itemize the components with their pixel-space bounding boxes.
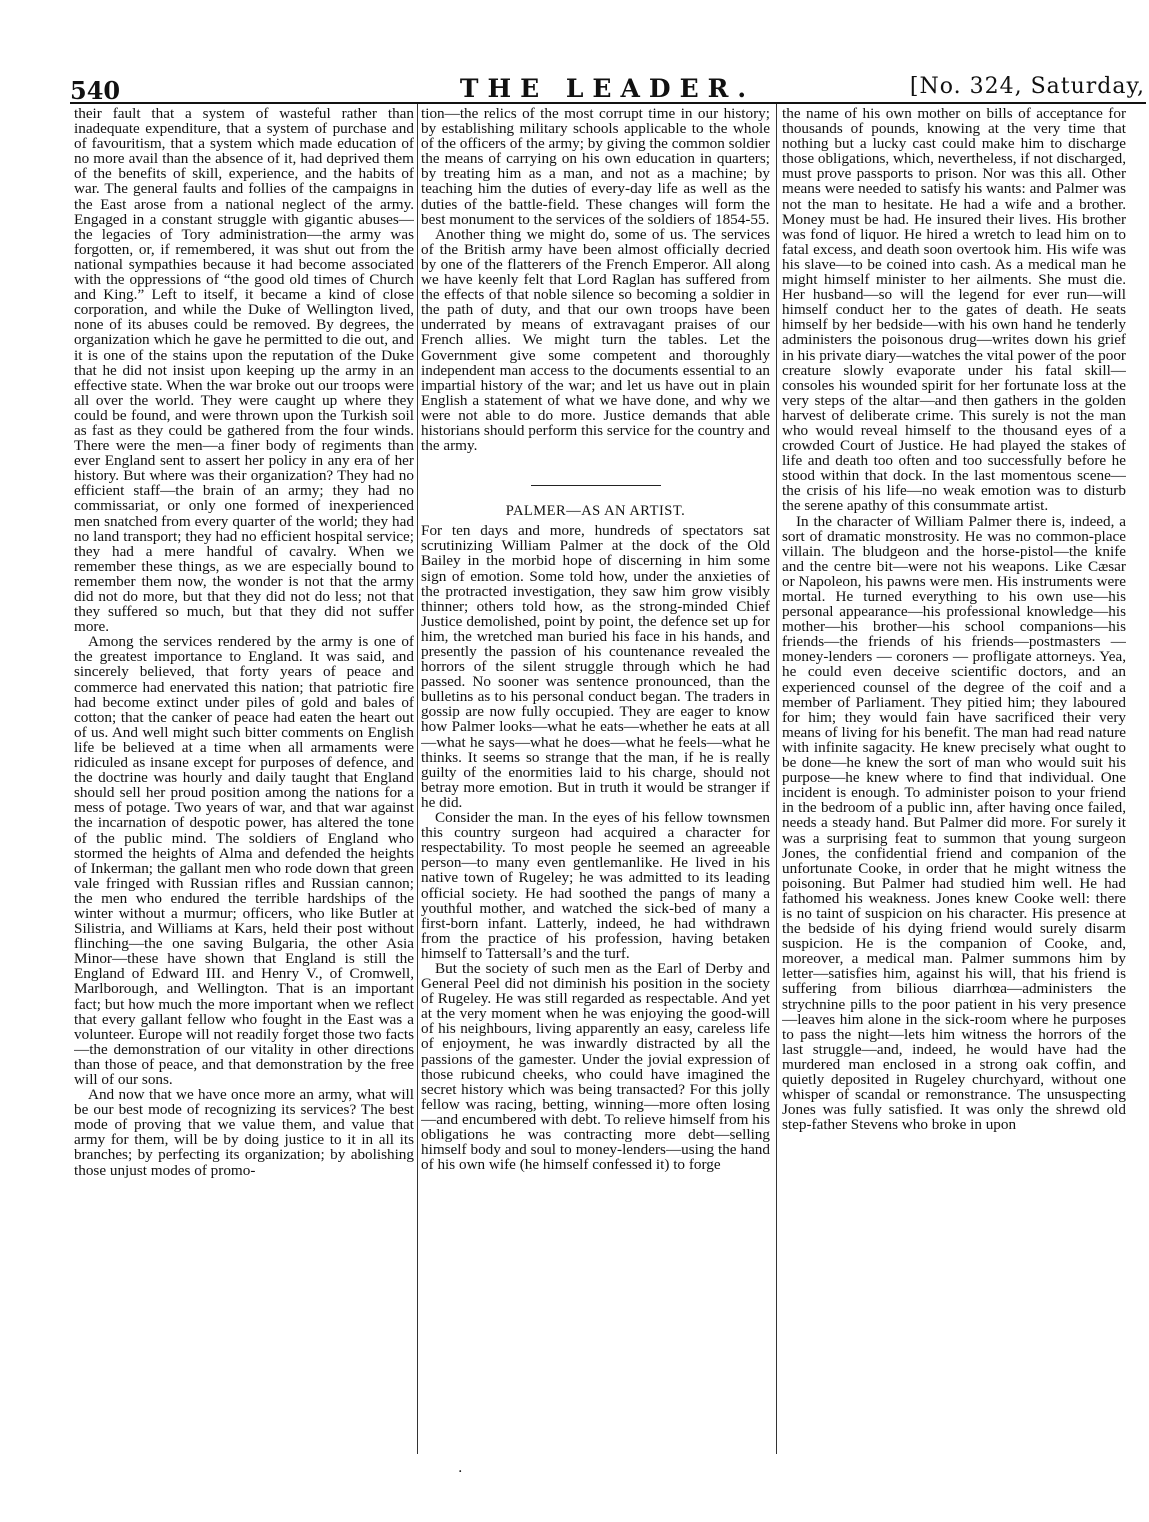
- column-3: [782, 106, 1126, 1454]
- article-paragraph: Another thing we might do, some of us. The services of the British army have been almost officially decried by one of the flatterers of the French Emperor. All along we have keenly felt that Lord Raglan has suffered from the effects of that noble silence so becoming a soldier in the path of duty, and that our own troops have been underrated by means of extravagant praises of our French allies. We might turn the tables. Let the Government give some competent and thoroughly independent man access to the documents essential to an impartial history of the war; and let us have out in plain English a statement of what we have done, and why we were not able to do more. Justice demands that able historians should perform this service for the country and the army.: [421, 225, 770, 455]
- page-number: 540: [70, 76, 121, 105]
- column-divider: [417, 104, 418, 1454]
- column-2: [421, 106, 770, 1454]
- article-paragraph: In the character of William Palmer there is, indeed, a sort of dramatic monstrosity. He was no common-place villain. The bludgeon and the horse-pistol—the knife and the centre bit—were not his weapons. Like Cæsar or Napoleon, his pawns were men. His instruments were mortal. He turned everything to his own use—his personal appearance—his professional knowledge—his mother—his brother—his school companions—his friends—the friends of his friends—postmasters — money-lenders — coroners — profligate attorneys. Yea, he could even deceive scientific doctors, and an experienced counsel of the degree of the coif and a member of Parliament. They pitied him; they laboured for him; they would fain have sacrificed their very means of living for his benefit. The man had read nature with infinite sagacity. He knew precisely what ought to be done—he knew the sort of man who would suit his purpose—he knew where to find that individual. One incident is enough. To administer poison to your friend in the bedroom of a public inn, after having once failed, needs a steady hand. But Palmer did more. For surely it was a surprising feat to summon that young surgeon Jones, the confidential friend and companion of the unfortunate Cooke, in order that he might witness the poisoning. But Palmer had studied him well. He had fathomed his weakness. Jones knew Cooke well: there is no taint of suspicion on his character. His presence at the bedside of his dying friend would surely disarm suspicion. He is the companion of Cooke, and, moreover, a medical man. Palmer summons him by letter—satisfies him, against his will, that his friend is suffering from bilious diarrhœa—administers the strychnine pills to the poor patient in his very presence—leaves him alone in the sick-room where he purposes to pass the night—lets him witness the horrors of the last struggle—and, indeed, he would have had the murdered man enclosed in a strong oak coffin, and quietly deposited in Rugeley churchyard, without one whisper of scandal or remonstrance. The unsuspecting Jones was fully satisfied. It was only the shrewd old step-father Stevens who broke in upon: [782, 512, 1126, 1134]
- article-paragraph: But the society of such men as the Earl of Derby and General Peel did not diminish his position in the society of Rugeley. He was still regarded as respectable. And yet at the very moment when he was enjoying the good-will of his neighbours, living apparently an easy, careless life of enjoyment, he was inwardly distracted by all the passions of the gamester. Under the jovial expression of those rubicund cheeks, who could have imagined the secret history which was being transacted? For this jolly fellow was racing, betting, winning—more often losing—and encumbered with debt. To relieve himself from his obligations he was contracting more debt—selling himself body and soul to money-lenders—using the hand of his own wife (he himself confessed it) to forge: [421, 959, 770, 1174]
- article-paragraph: And now that we have once more an army, what will be our best mode of recognizing its services? The best mode of proving that we value them, and value that army for them, will be by doing justice to it in all its branches; by perfecting its organization; by abolishing those unjust modes of promo-: [74, 1086, 414, 1179]
- header-rule: [70, 102, 1146, 104]
- footer-mark: .: [458, 1460, 463, 1476]
- page-header: [70, 70, 1145, 104]
- article-paragraph: For ten days and more, hundreds of spectators sat scrutinizing William Palmer at the dock of the Old Bailey in the morbid hope of discerning in him some sign of emotion. Some told how, under the anxieties of the protracted investigation, they saw him grow visibly thinner; others told how, as the strong-minded Chief Justice demolished, point by point, the defence set up for him, the wretched man buried his face in his hands, and presently the passion of his countenance revealed the horrors of the silent struggle through which he had passed. No sooner was sentence pronounced, than the bulletins as to his personal conduct began. The traders in gossip are now fully occupied. They are eager to know how Palmer looks—what he eats—whether he eats at all—what he says—what he does—what he feels—what he thinks. It seems so strange that the man, if he is really guilty of the enormities laid to his charge, should not betray more emotion. But in truth it would be stranger if he did.: [421, 522, 770, 811]
- section-title: PALMER—AS AN ARTIST.: [505, 503, 686, 520]
- column-divider: [776, 104, 777, 1454]
- article-paragraph: the name of his own mother on bills of acceptance for thousands of pounds, knowing at the very time that nothing but a lucky cast could make him to discharge those obligations, which, nevertheless, if not discharged, must prove passports to prison. Nor was this all. Other means were needed to satisfy his wants: and Palmer was not the man to hesitate. He had a wife and a brother. Money must be had. He insured their lives. His brother was fond of liquor. He hired a wretch to lead him on to fatal excess, and death soon overtook him. His wife was his slave—to be coined into cash. As a medical man he might himself minister to her ailments. She must die. Her husband—so will the legend for ever run—will himself conduct her to the gates of death. He seats himself by her bedside—with his own hand he tenderly administers the poisonous drug—writes down his grief in his private diary—watches the vital power of the poor creature slowly evaporate under his fatal skill—consoles his wounded spirit for her fortunate loss at the very steps of the altar—and then gathers in the golden harvest of deliberate crime. This surely is not the man who would reveal himself to the thousand eyes of a crowded Court of Justice. He had played the stakes of life and death too often and too successfully before he stood within that dock. In the last momentous scene—the crisis of his life—no weak emotion was to disturb the serene apathy of this consummate artist.: [782, 106, 1126, 515]
- section-divider: [531, 485, 661, 486]
- article-paragraph: tion—the relics of the most corrupt time in our history; by establishing military schools applicable to the whole of the officers of the army; by giving the common soldier the means of carrying on his own education in quarters; by treating him as a man, and not as a machine; by teaching him the duties of every-day life as well as the duties of the battle-field. These changes will form the best monument to the services of the soldiers of 1854-55.: [421, 106, 770, 228]
- issue-info: [No. 324, Saturday,: [909, 74, 1145, 99]
- article-paragraph: Among the services rendered by the army is one of the greatest importance to England. It was said, and sincerely believed, that forty years of peace and commerce had enervated this nation; that patriotic fire had become extinct under piles of gold and bales of cotton; that the canker of peace had eaten the heart out of us. And well might such bitter comments on English life be believed at a time when all armaments were ridiculed as insane except for purposes of defence, and the doctrine was hourly and daily taught that England should sell her proud position among the nations for a mess of potage. Two years of war, and that war against the incarnation of despotic power, has altered the tone of the public mind. The soldiers of England who stormed the heights of Alma and defended the heights of Inkerman; the gallant men who rode down that green vale fringed with Russian rifles and Russian cannon; the men who endured the terrible hardships of the winter without a murmur; officers, who like Butler at Silistria, and Williams at Kars, held their post without flinching—the one saving Bulgaria, the other Asia Minor—these have shown that England is still the England of Edward III. and Henry V., of Cromwell, Marlborough, and Wellington. That is an important fact; but how much the more important when we reflect that every gallant fellow who fought in the East was a volunteer. Europe will not readily forget those two facts—the demonstration of our vitality in other directions than those of peace, and that demonstration by the free will of our sons.: [74, 633, 414, 1088]
- article-paragraph: their fault that a system of wasteful rather than inadequate expenditure, that a system of purchase and of favouritism, that a system which made education of no more avail than the absence of it, had deprived them of the benefits of skill, experience, and the habits of war. The general faults and follies of the campaigns in the East arose from a national neglect of the army. Engaged in a constant struggle with gigantic abuses—the legacies of Tory administration—the army was forgotten, or, if remembered, it was shut out from the national sympathies because it had become associated with the oppressions of “the good old times of Church and King.” Left to itself, it became a kind of close corporation, and while the Duke of Wellington lived, none of its abuses could be removed. By degrees, the organization which he gave he permitted to die out, and it is one of the stains upon the reputation of the Duke that he did not insist upon keeping up the army in an effective state. When the war broke out our troops were all over the world. They were caught up where they could be found, and were thrown upon the Turkish soil as fast as they could be gathered from the four winds. There were the men—a finer body of regiments than ever England sent to assert her policy in any era of her history. But where was their organization? They had no efficient staff—the brain of an army; they had no commissariat, or only one formed of inexperienced men snatched from every quarter of the world; they had no land transport; they had no efficient hospital service; they had a mere handful of cavalry. When we remember these things, as we are especially bound to remember them now, the wonder is not that the army did not do more, but that they did not do less; not that they suffered so much, but that they did not suffer more.: [74, 106, 414, 636]
- column-1: [74, 106, 414, 1454]
- article-paragraph: Consider the man. In the eyes of his fellow townsmen this country surgeon had acquired a character for respectability. To most people he seemed an agreeable person—to many even gentlemanlike. He lived in his native town of Rugeley; he was admitted to its leading official society. He had soothed the pangs of many a youthful mother, and watched the sick-bed of many a first-born infant. Latterly, indeed, he had withdrawn from the practice of his profession, having betaken himself to Tattersall’s and the turf.: [421, 809, 770, 962]
- masthead-title: THE LEADER.: [459, 74, 756, 103]
